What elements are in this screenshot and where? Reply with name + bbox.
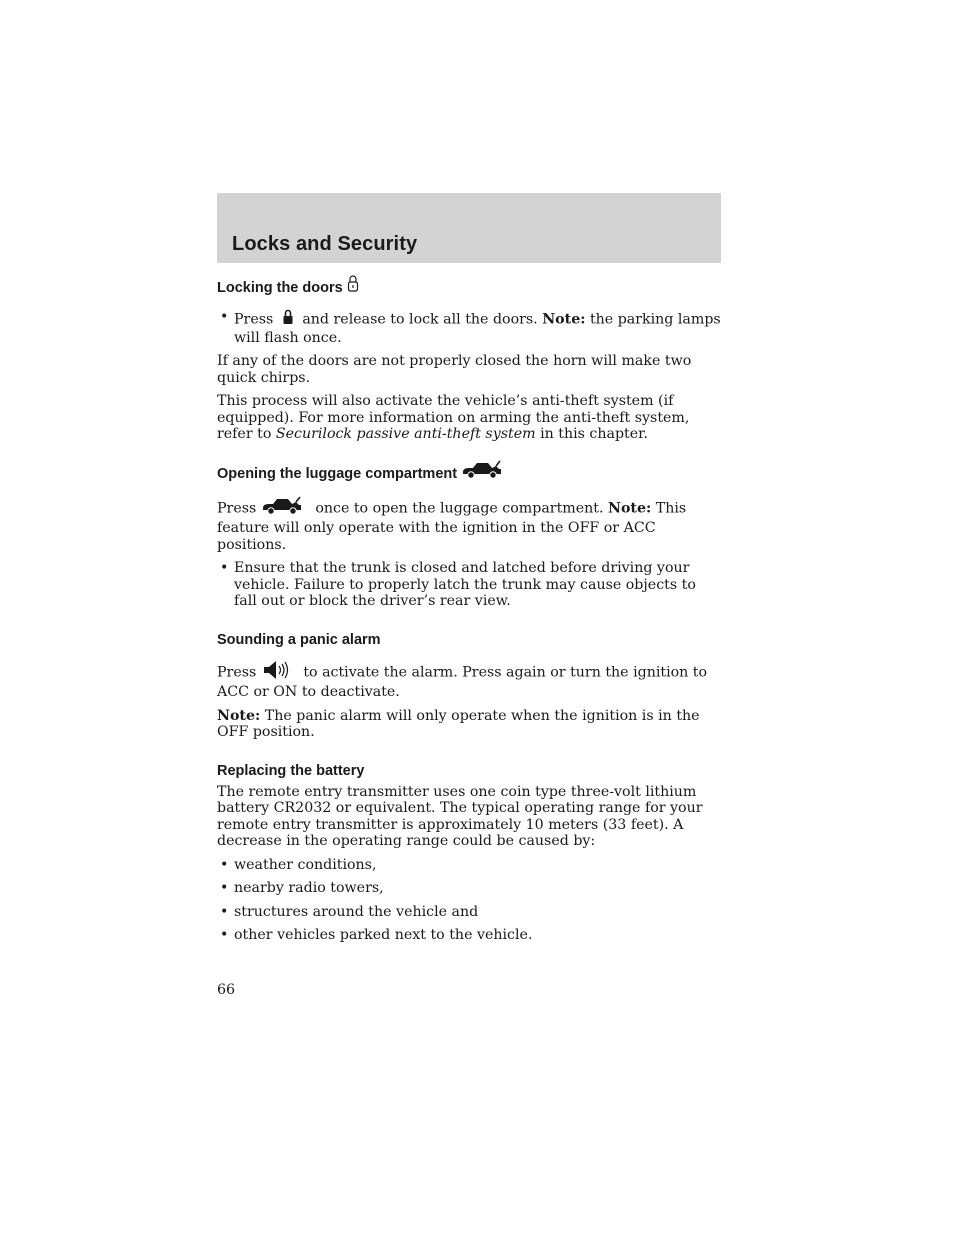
paragraph: If any of the doors are not properly closed the horn will make two quick chirps. [217, 353, 692, 386]
trunk-release-icon [261, 496, 303, 521]
remote-lock-icon [347, 274, 359, 302]
trunk-release-icon [461, 460, 503, 489]
page-content [217, 274, 721, 944]
section-heading-panic: Sounding a panic alarm [217, 631, 381, 648]
section-heading-locking: Locking the doors [217, 274, 721, 302]
list-item: • weather conditions, [217, 857, 721, 874]
list-item: • other vehicles parked next to the vehicle. [217, 927, 721, 944]
list-item: • nearby radio towers, [217, 880, 721, 897]
list-item: • Ensure that the trunk is closed and latched before driving your vehicle. Failure to properly latch the trunk may cause objects to fall out or block the driver’s rear view. [217, 560, 721, 610]
paragraph: This process will also activate the vehicle’s anti-theft system (if equipped). For more information on arming the anti-theft system, refer to Securilock passive anti-theft system in this chapter. [217, 393, 690, 442]
paragraph: Press to activate the alarm. Press again or turn the ignition to ACC or ON to deactivate. [217, 660, 721, 701]
list-item: • Press and release to lock all the doors. Note: the parking lamps will flash once. [217, 309, 721, 346]
list-item: • structures around the vehicle and [217, 904, 721, 921]
lock-icon [283, 309, 293, 330]
paragraph: The remote entry transmitter uses one coin type three-volt lithium battery CR2032 or equivalent. The typical operating range for your remote entry transmitter is approximately 10 meters (33 feet). A decrease in the operating range could be caused by: [217, 783, 703, 849]
chapter-title: Locks and Security [232, 233, 418, 255]
page-number: 66 [217, 982, 236, 998]
paragraph: Note: The panic alarm will only operate when the ignition is in the OFF position. [217, 707, 700, 740]
chapter-header-band [217, 193, 721, 263]
panic-horn-icon [263, 660, 291, 685]
section-heading-battery: Replacing the battery [217, 762, 365, 779]
cross-reference: Securilock passive anti-theft system [275, 426, 536, 442]
paragraph: Press once to open the luggage compartment. Note: This feature will only operate with the ignition in the OFF or ACC positions. [217, 496, 721, 554]
section-heading-luggage: Opening the luggage compartment [217, 460, 721, 489]
battery-factor-list [217, 857, 721, 944]
